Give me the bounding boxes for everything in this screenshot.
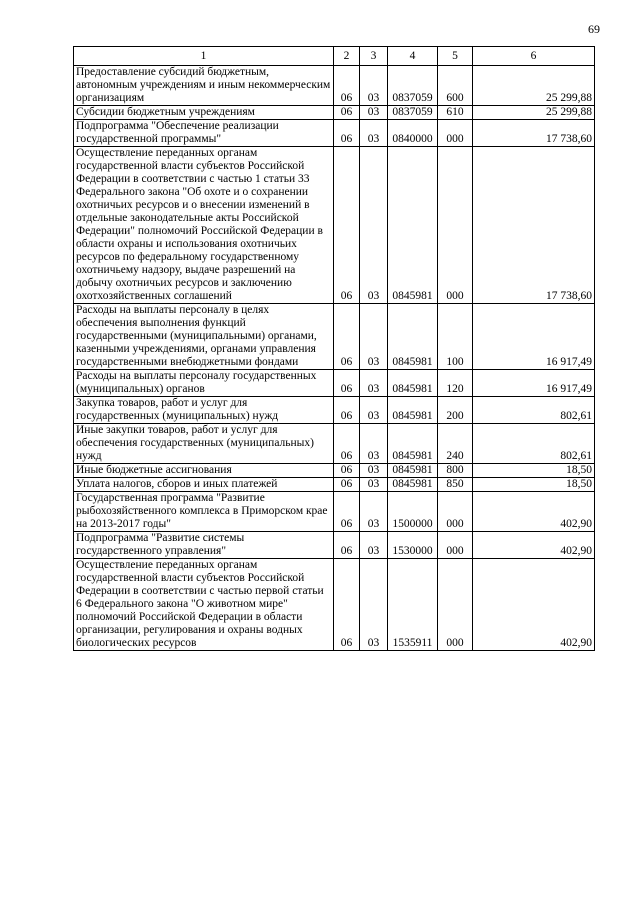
section-code-cell: 06 xyxy=(334,120,360,147)
target-article-code-cell: 0845981 xyxy=(388,304,438,370)
table-row xyxy=(74,532,595,559)
subsection-code-cell: 03 xyxy=(360,532,388,559)
target-article-code-cell: 0837059 xyxy=(388,66,438,106)
amount-cell: 402,90 xyxy=(473,532,595,559)
item-name-cell: Расходы на выплаты персоналу государственных (муниципальных) органов xyxy=(74,370,334,397)
subsection-code-cell: 03 xyxy=(360,106,388,120)
amount-cell: 16 917,49 xyxy=(473,304,595,370)
expense-type-code-cell: 120 xyxy=(438,370,473,397)
item-name-cell: Государственная программа "Развитие рыбохозяйственного комплекса в Приморском крае на 2013-2017 годы" xyxy=(74,492,334,532)
section-code-cell: 06 xyxy=(334,66,360,106)
target-article-code-cell: 0845981 xyxy=(388,464,438,478)
table-row xyxy=(74,492,595,532)
subsection-code-cell: 03 xyxy=(360,464,388,478)
expense-type-code-cell: 000 xyxy=(438,559,473,651)
item-name-cell: Уплата налогов, сборов и иных платежей xyxy=(74,478,334,492)
item-name-cell: Осуществление переданных органам государственной власти субъектов Российской Федерации в соответствии с частью 1 статьи 33 Федерального закона "Об охоте и о сохранении охотничьих ресурсов и о внесении изменений в отдельные законодательные акты Российской Федерации" полномочий Российской Федерации в области охраны и использования охотничьих ресурсов по федеральному государственному охотничьему надзору, выдаче разрешений на добычу охотничьих ресурсов и заключению охотхозяйственных соглашений xyxy=(74,147,334,304)
amount-cell: 802,61 xyxy=(473,424,595,464)
table-row xyxy=(74,397,595,424)
table-row xyxy=(74,304,595,370)
section-code-cell: 06 xyxy=(334,304,360,370)
subsection-code-cell: 03 xyxy=(360,66,388,106)
item-name-cell: Иные закупки товаров, работ и услуг для обеспечения государственных (муниципальных) нужд xyxy=(74,424,334,464)
target-article-code-cell: 0837059 xyxy=(388,106,438,120)
subsection-code-cell: 03 xyxy=(360,397,388,424)
item-name-cell: Осуществление переданных органам государственной власти субъектов Российской Федерации в соответствии с частью первой статьи 6 Федерального закона "О животном мире" полномочий Российской Федерации в области организации, регулирования и охраны водных биологических ресурсов xyxy=(74,559,334,651)
amount-cell: 18,50 xyxy=(473,478,595,492)
expense-type-code-cell: 000 xyxy=(438,120,473,147)
amount-cell: 25 299,88 xyxy=(473,66,595,106)
expense-type-code-cell: 240 xyxy=(438,424,473,464)
table-row xyxy=(74,424,595,464)
expense-type-code-cell: 000 xyxy=(438,147,473,304)
subsection-code-cell: 03 xyxy=(360,147,388,304)
subsection-code-cell: 03 xyxy=(360,478,388,492)
target-article-code-cell: 0845981 xyxy=(388,397,438,424)
header-cell-6: 6 xyxy=(473,47,595,66)
subsection-code-cell: 03 xyxy=(360,370,388,397)
target-article-code-cell: 1530000 xyxy=(388,532,438,559)
item-name-cell: Иные бюджетные ассигнования xyxy=(74,464,334,478)
budget-table xyxy=(73,46,595,651)
header-cell-4: 4 xyxy=(388,47,438,66)
expense-type-code-cell: 100 xyxy=(438,304,473,370)
target-article-code-cell: 1500000 xyxy=(388,492,438,532)
header-cell-5: 5 xyxy=(438,47,473,66)
amount-cell: 402,90 xyxy=(473,559,595,651)
header-cell-1: 1 xyxy=(74,47,334,66)
table-row xyxy=(74,66,595,106)
amount-cell: 802,61 xyxy=(473,397,595,424)
subsection-code-cell: 03 xyxy=(360,304,388,370)
section-code-cell: 06 xyxy=(334,464,360,478)
header-cell-3: 3 xyxy=(360,47,388,66)
target-article-code-cell: 0845981 xyxy=(388,424,438,464)
amount-cell: 25 299,88 xyxy=(473,106,595,120)
subsection-code-cell: 03 xyxy=(360,559,388,651)
table-row xyxy=(74,559,595,651)
expense-type-code-cell: 610 xyxy=(438,106,473,120)
section-code-cell: 06 xyxy=(334,370,360,397)
section-code-cell: 06 xyxy=(334,532,360,559)
item-name-cell: Расходы на выплаты персоналу в целях обеспечения выполнения функций государственными (муниципальными) органами, казенными учреждениями, органами управления государственными внебюджетными фондами xyxy=(74,304,334,370)
item-name-cell: Закупка товаров, работ и услуг для государственных (муниципальных) нужд xyxy=(74,397,334,424)
table-header-row xyxy=(74,47,595,66)
target-article-code-cell: 0845981 xyxy=(388,478,438,492)
target-article-code-cell: 1535911 xyxy=(388,559,438,651)
target-article-code-cell: 0845981 xyxy=(388,370,438,397)
subsection-code-cell: 03 xyxy=(360,120,388,147)
table-row xyxy=(74,478,595,492)
section-code-cell: 06 xyxy=(334,106,360,120)
subsection-code-cell: 03 xyxy=(360,424,388,464)
table-body xyxy=(74,66,595,651)
amount-cell: 16 917,49 xyxy=(473,370,595,397)
amount-cell: 18,50 xyxy=(473,464,595,478)
target-article-code-cell: 0840000 xyxy=(388,120,438,147)
table-row xyxy=(74,120,595,147)
target-article-code-cell: 0845981 xyxy=(388,147,438,304)
section-code-cell: 06 xyxy=(334,397,360,424)
amount-cell: 17 738,60 xyxy=(473,147,595,304)
expense-type-code-cell: 000 xyxy=(438,492,473,532)
expense-type-code-cell: 850 xyxy=(438,478,473,492)
subsection-code-cell: 03 xyxy=(360,492,388,532)
table-row xyxy=(74,106,595,120)
page-number: 69 xyxy=(588,22,600,36)
section-code-cell: 06 xyxy=(334,559,360,651)
section-code-cell: 06 xyxy=(334,147,360,304)
table-row xyxy=(74,370,595,397)
item-name-cell: Подпрограмма "Обеспечение реализации государственной программы" xyxy=(74,120,334,147)
amount-cell: 17 738,60 xyxy=(473,120,595,147)
section-code-cell: 06 xyxy=(334,478,360,492)
table-row xyxy=(74,464,595,478)
table-row xyxy=(74,147,595,304)
expense-type-code-cell: 000 xyxy=(438,532,473,559)
item-name-cell: Подпрограмма "Развитие системы государственного управления" xyxy=(74,532,334,559)
item-name-cell: Предоставление субсидий бюджетным, автономным учреждениям и иным некоммерческим организациям xyxy=(74,66,334,106)
expense-type-code-cell: 600 xyxy=(438,66,473,106)
header-cell-2: 2 xyxy=(334,47,360,66)
section-code-cell: 06 xyxy=(334,424,360,464)
section-code-cell: 06 xyxy=(334,492,360,532)
expense-type-code-cell: 800 xyxy=(438,464,473,478)
amount-cell: 402,90 xyxy=(473,492,595,532)
item-name-cell: Субсидии бюджетным учреждениям xyxy=(74,106,334,120)
expense-type-code-cell: 200 xyxy=(438,397,473,424)
